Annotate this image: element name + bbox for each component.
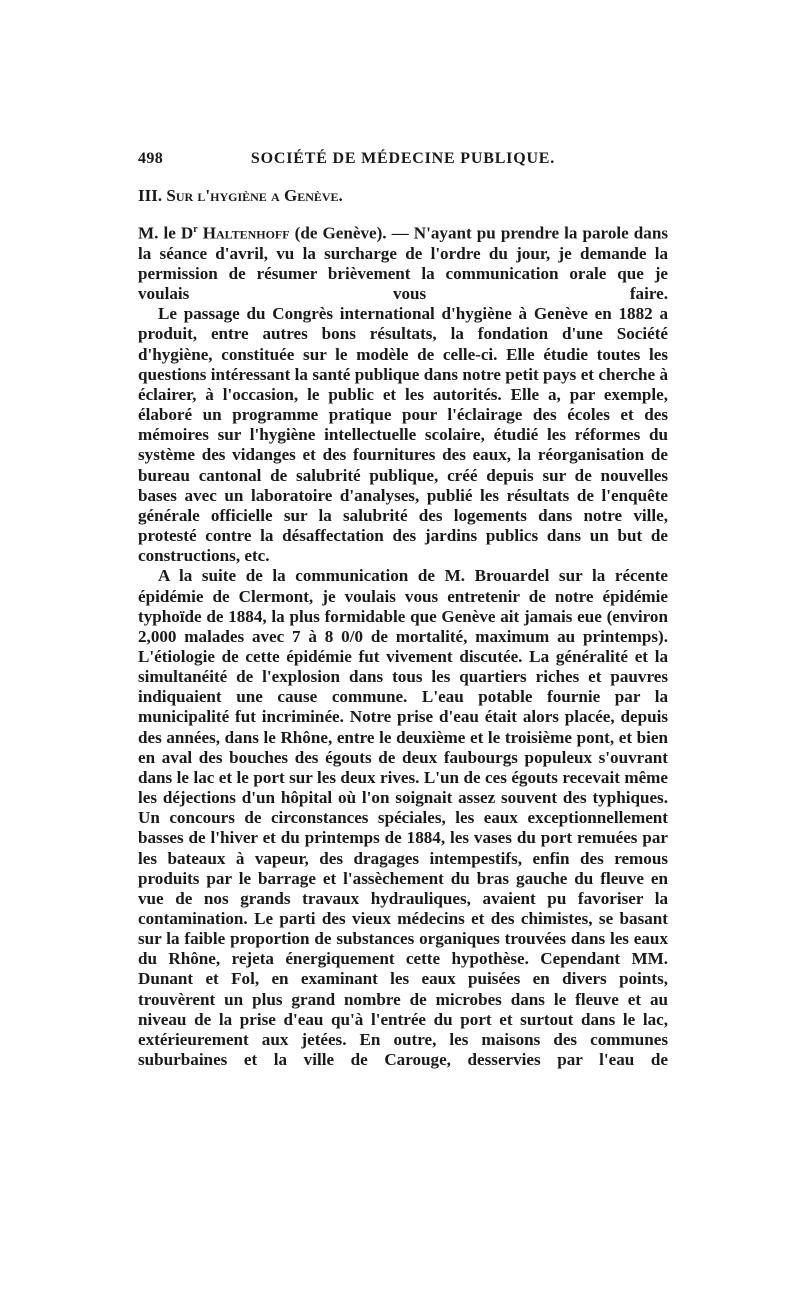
section-title: Sur l'hygiène a Genève. xyxy=(166,186,343,205)
paragraph-text: (de Genève). — N'ayant pu prendre la parole dans la séance d'avril, vu la surcharge de l'ordre du jour, je demande la permission de résumer brièvement la communication orale que je voulais vous faire. xyxy=(138,223,668,304)
speaker-prefix: M. le D xyxy=(138,223,194,243)
speaker-name: Haltenhoff xyxy=(202,223,290,243)
paragraph: A la suite de la communication de M. Brouardel sur la récente épidémie de Clermont, je voulais vous entretenir de notre épidémie typhoïde de 1884, la plus formidable que Genève ait jamais eue (environ 2,000 malades avec 7 à 8 0/0 de mortalité, maximum au printemps). L'étiologie de cette épidémie fut vivement discutée. La généralité et la simultanéité de l'explosion dans tous les quartiers riches et pauvres indiquaient une cause commune. L'eau potable fournie par la municipalité fut incriminée. Notre prise d'eau était alors placée, depuis des années, dans le Rhône, entre le deuxième et le troisième pont, et bien en aval des bouches des égouts de deux faubourgs populeux s'ouvrant dans le lac et le port sur les deux rives. L'un de ces égouts recevait même les déjections d'un hôpital où l'on soignait assez souvent des typhiques. Un concours de circonstances spéciales, les eaux exceptionnellement basses de l'hiver et du printemps de 1884, les vases du port remuées par les bateaux à vapeur, des dragages intempestifs, enfin des remous produits par le barrage et l'assèchement du bras gauche du fleuve en vue de nos grands travaux hydrauliques, avaient pu favoriser la contamination. Le parti des vieux médecins et des chimistes, se basant sur la faible proportion de substances organiques trouvées dans les eaux du Rhône, rejeta énergiquement cette hypothèse. Cependant MM. Dunant et Fol, en examinant les eaux puisées en divers points, trouvèrent un plus grand nombre de microbes dans le fleuve et au niveau de la prise d'eau qu'à l'entrée du port et surtout dans le lac, extérieurement aux jetées. En outre, les maisons des communes suburbaines et la ville de Carouge, desservies par l'eau de xyxy=(138,566,668,1070)
paragraph: Le passage du Congrès international d'hygiène à Genève en 1882 a produit, entre autres bons résultats, la fondation d'une Société d'hygiène, constituée sur le modèle de celle-ci. Elle étudie toutes les questions intéressant la santé publique dans notre petit pays et cherche à éclairer, à l'occasion, le public et les autorités. Elle a, par exemple, élaboré un programme pratique pour l'éclairage des écoles et des mémoires sur l'hygiène intellectuelle scolaire, étudié les réformes du système des vidanges et des fournitures des eaux, la réorganisation de bureau cantonal de salubrité publique, créé depuis sur de nouvelles bases avec un laboratoire d'analyses, publié les résultats de l'enquête générale officielle sur la salubrité des logements dans notre ville, protesté contre la désaffectation des jardins publics dans un but de constructions, etc. xyxy=(138,304,668,566)
body-text xyxy=(138,220,668,1070)
speaker-title-sup: r xyxy=(193,224,198,235)
running-title: SOCIÉTÉ DE MÉDECINE PUBLIQUE. xyxy=(250,150,556,167)
paragraph xyxy=(138,220,668,304)
page-number: 498 xyxy=(138,150,164,167)
running-head xyxy=(138,150,668,176)
page xyxy=(138,150,668,1070)
section-number: III. xyxy=(138,186,163,205)
section-heading xyxy=(138,182,668,210)
